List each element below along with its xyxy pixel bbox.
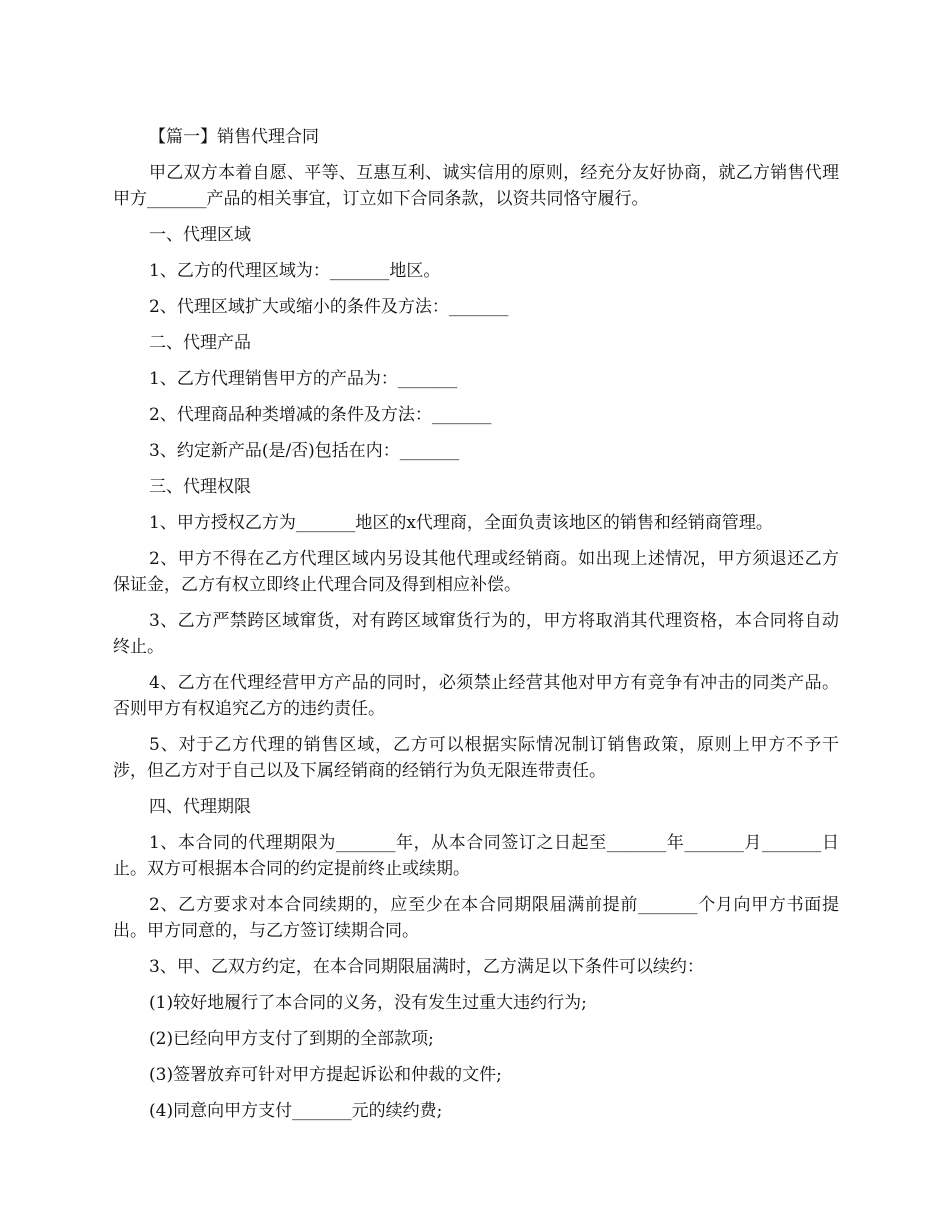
list-item: (3)签署放弃可针对甲方提起诉讼和仲裁的文件; — [149, 1065, 502, 1085]
paragraph: 1、乙方代理销售甲方的产品为：_______ — [149, 369, 458, 389]
paragraph: 5、对于乙方代理的销售区域，乙方可以根据实际情况制订销售政策，原则上甲方不予干涉，但乙方对于自己以及下属经销商的经销行为负无限连带责任。 — [113, 735, 839, 781]
paragraph: 2、代理商品种类增减的条件及方法：_______ — [149, 405, 492, 425]
section-heading: 二、代理产品 — [149, 333, 251, 353]
list-item: (2)已经向甲方支付了到期的全部款项; — [149, 1029, 434, 1049]
paragraph: 1、甲方授权乙方为_______地区的x代理商，全面负责该地区的销售和经销商管理。 — [149, 513, 773, 533]
paragraph: 1、乙方的代理区域为：_______地区。 — [149, 261, 441, 281]
paragraph: 甲乙双方本着自愿、平等、互惠互利、诚实信用的原则，经充分友好协商，就乙方销售代理甲方_______产品的相关事宜，订立如下合同条款，以资共同恪守履行。 — [113, 163, 839, 209]
document-page — [113, 124, 839, 1134]
paragraph: 3、甲、乙双方约定，在本合同期限届满时，乙方满足以下条件可以续约： — [149, 957, 704, 977]
paragraph: 3、乙方严禁跨区域窜货，对有跨区域窜货行为的，甲方将取消其代理资格，本合同将自动终止。 — [113, 611, 839, 657]
list-item: (1)较好地履行了本合同的义务，没有发生过重大违约行为; — [149, 993, 587, 1013]
document-title: 【篇一】销售代理合同 — [149, 127, 319, 147]
list-item: (4)同意向甲方支付_______元的续约费; — [149, 1101, 443, 1121]
section-heading: 三、代理权限 — [149, 477, 251, 497]
section-heading: 四、代理期限 — [149, 797, 251, 817]
paragraph: 2、代理区域扩大或缩小的条件及方法：_______ — [149, 297, 509, 317]
paragraph: 1、本合同的代理期限为_______年，从本合同签订之日起至_______年_______月_______日止。双方可根据本合同的约定提前终止或续期。 — [113, 833, 839, 879]
paragraph: 4、乙方在代理经营甲方产品的同时，必须禁止经营其他对甲方有竞争有冲击的同类产品。否则甲方有权追究乙方的违约责任。 — [113, 673, 839, 719]
paragraph: 2、乙方要求对本合同续期的，应至少在本合同期限届满前提前_______个月向甲方书面提出。甲方同意的，与乙方签订续期合同。 — [113, 895, 839, 941]
paragraph: 3、约定新产品(是/否)包括在内：_______ — [149, 441, 460, 461]
paragraph: 2、甲方不得在乙方代理区域内另设其他代理或经销商。如出现上述情况，甲方须退还乙方保证金，乙方有权立即终止代理合同及得到相应补偿。 — [113, 549, 839, 595]
section-heading: 一、代理区域 — [149, 225, 251, 245]
